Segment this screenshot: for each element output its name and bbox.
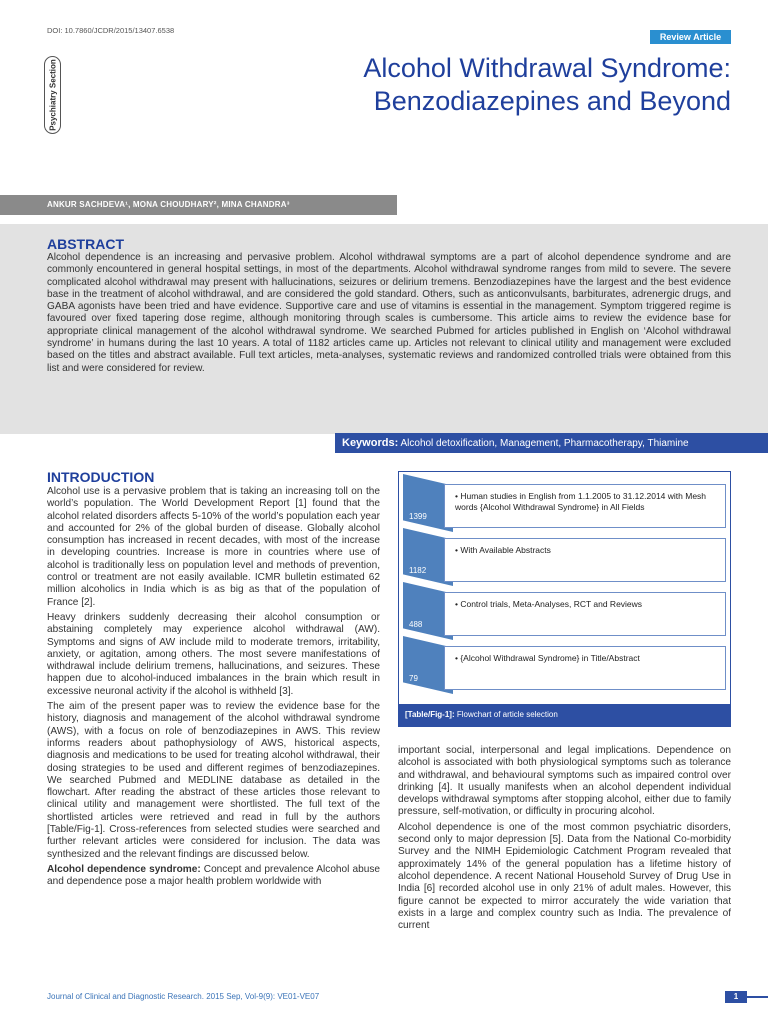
intro-paragraph-4-text: Concept and prevalence Alcohol abuse and dependence pose a major health problem worldwide with	[47, 863, 380, 888]
section-label: Psychiatry Section	[48, 59, 57, 131]
keywords-bar	[335, 433, 768, 453]
intro-paragraph-3: The aim of the present paper was to review the evidence base for the history, diagnosis and management of the alcohol withdrawal syndrome (AWS), with a focus on role of benzodiazepines in AWS. This review informs readers about pathophysiology of AWS, historical aspects, diagnosis and medications to be used for treating alcohol withdrawal, their dosing strategies to be used and different regimes of benzodiazepines. We searched Pubmed and MEDLINE database as detailed in the flowchart. After reading the abstract of these articles those relevant to clinical utility and management were shortlisted. The full text of the shortlisted articles were retrieved and read in full by the authors [Table/Fig-1]. Cross-references from selected studies were searched and further relevant articles were considered for inclusion. The data was synthesized and the relevant findings are discussed below.	[47, 701, 380, 860]
flowchart-figure	[398, 471, 731, 727]
subheading-dependence: Alcohol dependence syndrome:	[47, 863, 201, 875]
abstract-heading: ABSTRACT	[47, 236, 124, 252]
footer-rule	[747, 996, 768, 998]
left-column	[47, 486, 380, 976]
step-count: 1399	[409, 512, 427, 521]
figure-caption	[399, 704, 730, 726]
authors-bar: ANKUR SACHDEVA¹, MONA CHOUDHARY², MINA CHANDRA³	[0, 195, 397, 215]
step-description: • {Alcohol Withdrawal Syndrome} in Title/Abstract	[444, 646, 726, 690]
step-count: 79	[409, 674, 418, 683]
title-line-1: Alcohol Withdrawal Syndrome:	[363, 53, 731, 83]
journal-footer: Journal of Clinical and Diagnostic Research. 2015 Sep, Vol-9(9): VE01-VE07	[47, 992, 320, 1001]
title-line-2: Benzodiazepines and Beyond	[373, 86, 731, 116]
flowchart-step	[399, 646, 730, 692]
step-description: • Control trials, Meta-Analyses, RCT and Reviews	[444, 592, 726, 636]
page-number: 1	[725, 991, 747, 1003]
flowchart-step	[399, 538, 730, 584]
article-title	[363, 52, 731, 118]
flowchart-step	[399, 484, 730, 530]
introduction-heading: INTRODUCTION	[47, 469, 155, 485]
article-type-badge: Review Article	[650, 30, 731, 44]
step-description: • Human studies in English from 1.1.2005 to 31.12.2014 with Mesh words {Alcohol Withdrawal Syndrome} in All Fields	[444, 484, 726, 528]
step-description: • With Available Abstracts	[444, 538, 726, 582]
abstract-text: Alcohol dependence is an increasing and pervasive problem. Alcohol withdrawal symptoms are a part of alcohol dependence syndrome and are commonly encountered in general hospital settings, in most of the departments. Alcohol withdrawal syndrome ranges from mild to severe. The severe complicated alcohol withdrawal may present with hallucinations, seizures or delirium tremens. Benzodiazepines have the largest and the best evidence base in the treatment of alcohol withdrawal, and are considered the gold standard. Others, such as anticonvulsants, barbiturates, adrenergic drugs, and GABA agonists have been tried and have evidence. Supportive care and use of vitamins is essential in the management. Symptom triggered regime is favoured over fixed tapering dose regime, although monitoring through scales is cumbersome. This article aims to review the evidence base for appropriate clinical management of the alcohol withdrawal syndrome. We searched Pubmed for articles published in English on ‘Alcohol withdrawal syndrome’ in humans during the last 10 years. A total of 1182 articles came up. Articles not relevant to clinical utility and management were excluded based on the titles and abstract available. Full text articles, meta-analyses, systematic reviews and randomized controlled trials were obtained from this list and were considered for review.	[47, 252, 731, 374]
right-column	[398, 745, 731, 977]
section-tab	[44, 56, 61, 134]
intro-paragraph-2: Heavy drinkers suddenly decreasing their alcohol consumption or abstaining completely may experience alcohol withdrawal (AW). Symptoms and signs of AW include mild to moderate tremors, irritability, anxiety, or agitation, among others. The most severe manifestations of withdrawal include delirium tremens, hallucinations, and seizures. These happen due to alcohol-induced imbalances in the brain which result in excessive neuronal activity if the alcohol is withheld [3].	[47, 611, 380, 697]
intro-paragraph-4	[47, 864, 380, 889]
flowchart-step	[399, 592, 730, 638]
step-count: 1182	[409, 566, 427, 575]
figure-caption-text: Flowchart of article selection	[454, 710, 558, 719]
intro-paragraph-1: Alcohol use is a pervasive problem that is taking an increasing toll on the world’s population. The World Development Report [1] found that the alcohol related disorders affects 5-10% of the world’s population each year and accounted for 2% of the global burden of disease. Globally alcohol consumption has increased in recent decades, with most of the increase in developing countries. Increase is more in countries where use of alcohol is traditionally less on population level and methods of prevention, control or treatment are not easily available. ICMR bulletin estimated 62 million alcoholics in India which is as big as that of the population of France [2].	[47, 486, 380, 608]
keywords-text: Alcohol detoxification, Management, Pharmacotherapy, Thiamine	[400, 438, 689, 449]
figure-caption-label: [Table/Fig-1]:	[405, 710, 455, 719]
step-count: 488	[409, 620, 423, 629]
keywords-label: Keywords:	[342, 437, 399, 449]
intro-right-paragraph-2: Alcohol dependence is one of the most common psychiatric disorders, second only to major depression [5]. Data from the National Co-morbidity Survey and the NIMH Epidemiologic Catchment Program revealed that approximately 14% of the general population has a lifetime history of alcohol dependence. A recent National Household Survey of Drug Use in India [6] recorded alcohol use in only 21% of adult males. However, this figure cannot be expected to mirror accurately the wide variation that exists in a large and complex country such as India. The prevalence of current	[398, 821, 731, 932]
intro-right-paragraph-1: important social, interpersonal and legal implications. Dependence on alcohol is associated with both physiological symptoms such as tolerance and withdrawal, and behavioural symptoms such as impaired control over drinking [4]. It usually manifests when an alcohol dependent individual develops withdrawal symptoms after stopping alcohol, either due to family pressure, self-motivation, or difficulty in procuring alcohol.	[398, 745, 731, 818]
doi-text: DOI: 10.7860/JCDR/2015/13407.6538	[47, 26, 175, 35]
